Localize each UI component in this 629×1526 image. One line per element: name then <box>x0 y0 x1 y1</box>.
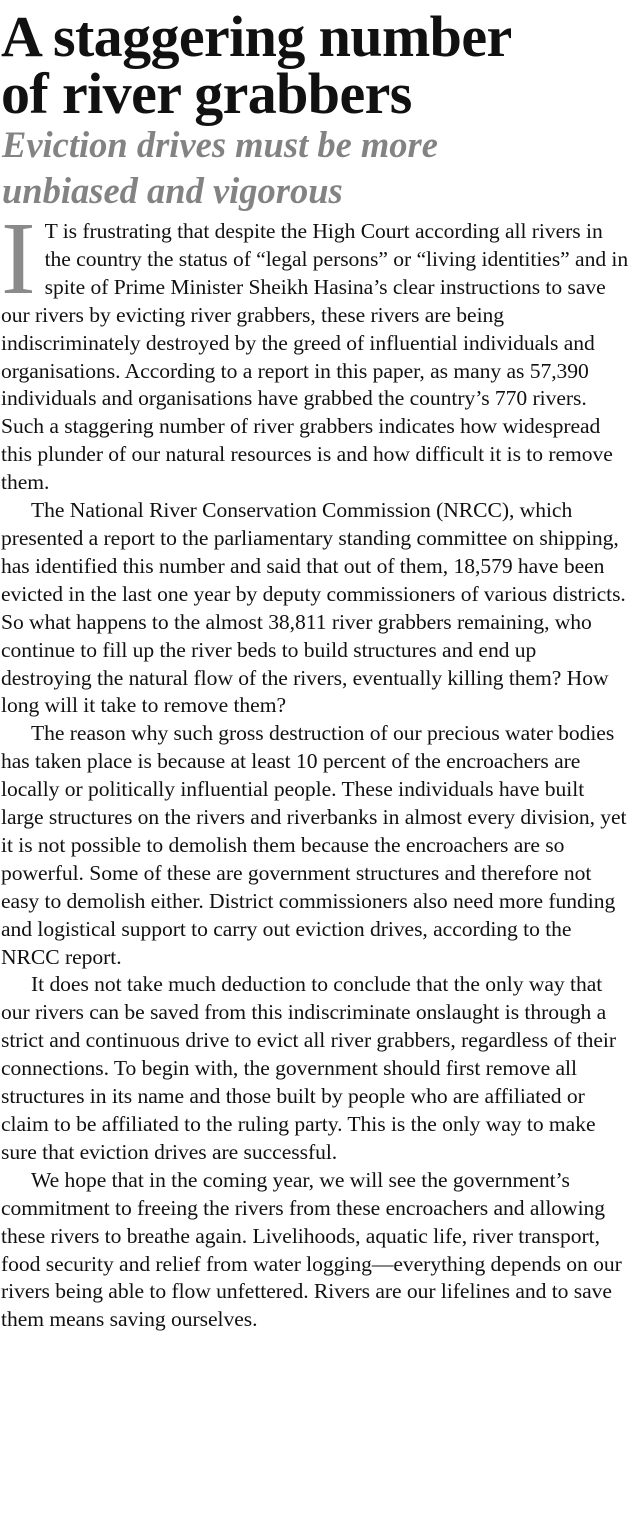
paragraph-5: We hope that in the coming year, we will see the government’s commitment to freeing the rivers from these encroachers and allowing these rivers to breathe again. Livelihoods, aquatic life, river transport, food security and relief from water logging—everything depends on our rivers being able to flow unfettered. Rivers are our lifelines and to save them means saving ourselves. <box>1 1167 622 1332</box>
paragraph-1-text: T is frustrating that despite the High Court according all rivers in the country the status of “legal persons” or “living identities” and in spite of Prime Minister Sheikh Hasina’s clear instructions to save our rivers by evicting river grabbers, these rivers are being indiscriminately destroyed by the greed of influential individuals and organisations. According to a report in this paper, as many as 57,390 individuals and organisations have grabbed the country’s 770 rivers. Such a staggering number of river grabbers indicates how widespread this plunder of our natural resources is and how difficult it is to remove them. <box>1 219 629 495</box>
paragraph-3: The reason why such gross destruction of our precious water bodies has taken place is because at least 10 percent of the encroachers are locally or politically influential people. These individuals have built large structures on the rivers and riverbanks in almost every division, yet it is not possible to demolish them because the encroachers are so powerful. Some of these are government structures and therefore not easy to demolish either. District commissioners also need more funding and logistical support to carry out eviction drives, according to the NRCC report. <box>1 721 627 969</box>
paragraph-1 <box>1 201 629 497</box>
paragraph-4: It does not take much deduction to conclude that the only way that our rivers can be saved from this indiscriminate onslaught is through a strict and continuous drive to evict all river grabbers, regardless of their connections. To begin with, the government should first remove all structures in its name and those built by people who are affiliated or claim to be affiliated to the ruling party. This is the only way to make sure that eviction drives are successful. <box>1 972 617 1164</box>
subheadline-line-1: Eviction drives must be more <box>2 124 438 165</box>
article-body <box>1 201 629 1334</box>
drop-cap: I <box>1 201 36 316</box>
paragraph-2: The National River Conservation Commission (NRCC), which presented a report to the parliamentary standing committee on shipping, has identified this number and said that out of them, 18,579 have been evicted in the last one year by deputy commissioners of various districts. So what happens to the almost 38,811 river grabbers remaining, who continue to fill up the river beds to build structures and end up destroying the natural flow of the rivers, eventually killing them? How long will it take to remove them? <box>1 498 626 718</box>
subheadline <box>2 122 629 214</box>
subheadline-line-2: unbiased and vigorous <box>2 170 343 211</box>
headline-line-1: A staggering number <box>1 4 512 69</box>
headline-line-2: of river grabbers <box>1 61 412 126</box>
headline <box>1 4 629 126</box>
